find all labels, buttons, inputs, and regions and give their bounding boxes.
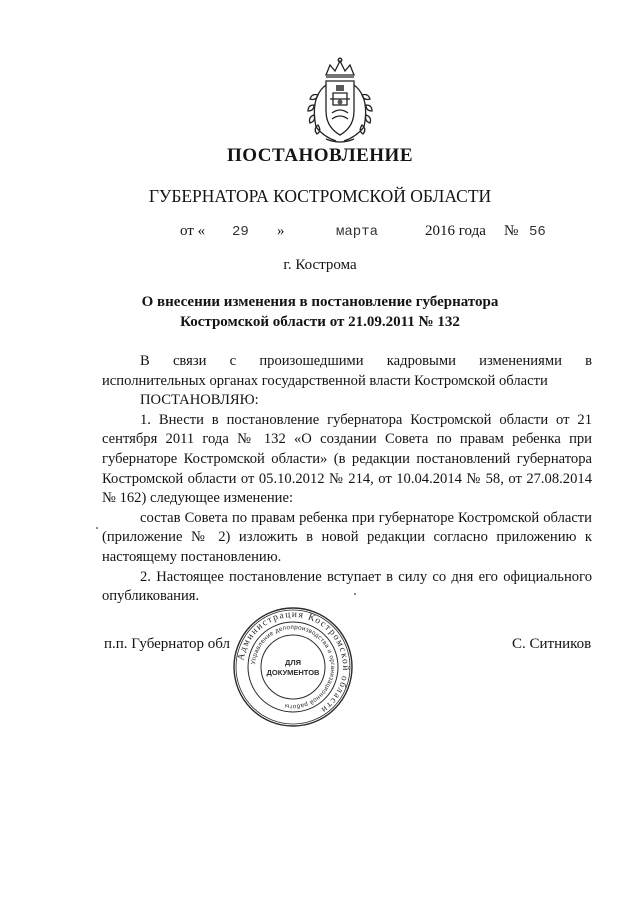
scan-speck — [354, 593, 356, 595]
date-year: 2016 года — [425, 223, 486, 239]
signatory-name: С. Ситников — [512, 636, 592, 652]
document-body — [102, 352, 592, 607]
paragraph-item-2: 2. Настоящее постановление вступает в силу со дня его официального опубликования. — [102, 568, 592, 605]
coat-of-arms-emblem — [296, 55, 384, 147]
subject-line-1: О внесении изменения в постановление губернатора — [141, 294, 499, 310]
svg-text:Управление делопроизводства и — [250, 624, 336, 710]
stamp-inner-text: Управление делопроизводства и организационной работы — [250, 623, 337, 711]
document-subject — [120, 292, 520, 332]
intro-line-1: В связи с произошедшими кадровыми изменениями в — [140, 353, 592, 369]
decree-word: ПОСТАНОВЛЯЮ: — [140, 392, 259, 409]
number-sign: № — [504, 223, 519, 239]
paragraph-item-1-change: состав Совета по правам ребенка при губернаторе Костромской области (приложение № 2) изложить в новой редакции согласно приложению к настоящему постановлению. — [102, 509, 592, 565]
date-quote-close: » — [277, 223, 285, 239]
date-number-line — [0, 223, 640, 245]
stamp-center-line-2: ДОКУМЕНТОВ — [266, 668, 320, 677]
subject-line-2: Костромской области от 21.09.2011 № 132 — [180, 314, 460, 330]
paragraph-item-1: 1. Внести в постановление губернатора Костромской области от 21 сентября 2011 года № 132 «О создании Совета по правам ребенка при губернаторе Костромской области» (в редакции постановлений губернатора Костромской области от 05.10.2012 № 214, от 10.04.2014 № 58, от 27.08.2014 № 162) следующее изменение: — [102, 411, 592, 507]
city-line: г. Кострома — [283, 257, 357, 273]
issuer-line: ГУБЕРНАТОРА КОСТРОМСКОЙ ОБЛАСТИ — [148, 186, 492, 206]
intro-line-2: исполнительных органах государственной власти Костромской области — [102, 372, 548, 389]
date-prefix: от « — [180, 223, 206, 239]
document-title: ПОСТАНОВЛЕНИЕ — [226, 145, 414, 166]
office-stamp-seal — [232, 606, 354, 728]
date-month: марта — [336, 224, 379, 240]
date-day: 29 — [232, 224, 249, 240]
signature-position: п.п. Губернатор обл — [104, 636, 230, 652]
document-number: 56 — [529, 224, 546, 240]
stamp-center-line-1: ДЛЯ — [285, 658, 301, 667]
scan-speck — [96, 527, 98, 529]
stamp-ring-text: Администрация Костромской области — [236, 609, 351, 715]
